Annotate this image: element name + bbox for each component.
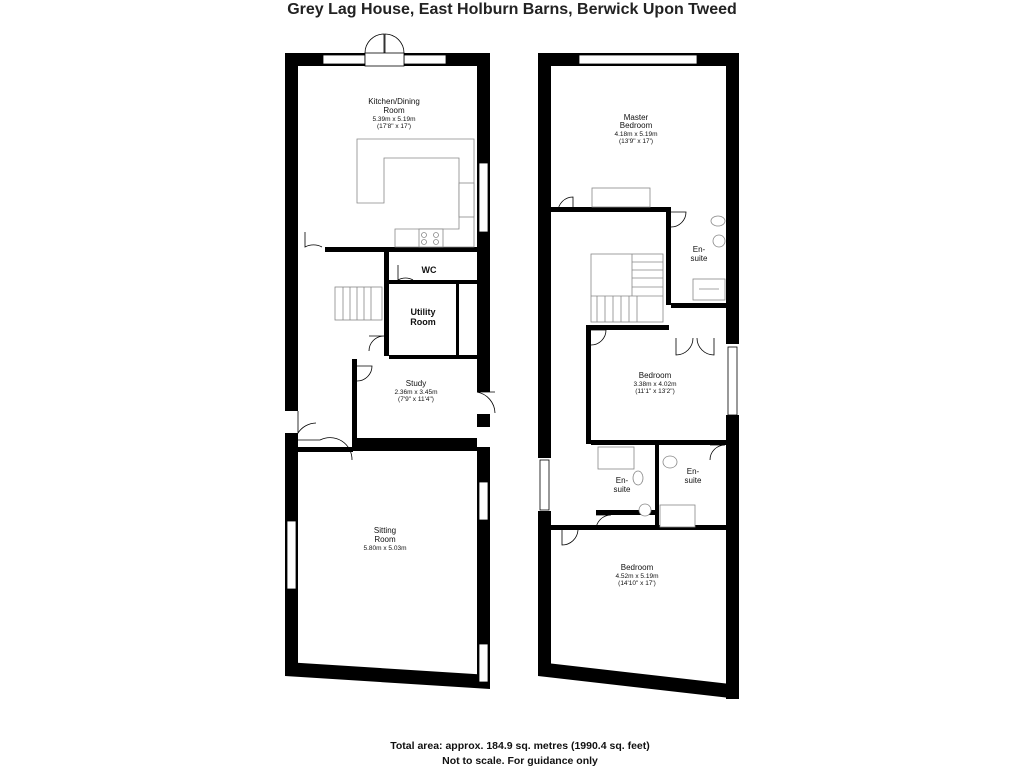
bedroom-bottom-dims-ft: (14'10" x 17') [618, 580, 656, 587]
bedroom-bottom-dims-m: 4.52m x 5.19m [615, 573, 659, 580]
kitchen-units-icon [357, 139, 474, 247]
ground-floor-plan [284, 34, 495, 689]
master-name-line1: Master [623, 113, 649, 122]
page-title: Grey Lag House, East Holburn Barns, Berwick Upon Tweed [287, 1, 737, 18]
master-name-line2: Bedroom [619, 121, 653, 130]
bedroom-mid-dims-ft: (11'1" x 13'2") [635, 388, 675, 395]
ground-staircase-icon [335, 287, 382, 320]
ensuite-right-name-line2: suite [684, 476, 702, 485]
wc-name: WC [421, 265, 437, 275]
scale-disclaimer-text: Not to scale. For guidance only [442, 755, 598, 767]
study-dims-m: 2.36m x 3.45m [394, 389, 438, 396]
first-staircase-icon [591, 254, 663, 322]
study-name: Study [405, 379, 427, 388]
ensuite-top-name-line2: suite [690, 254, 708, 263]
utility-name-line2: Room [410, 317, 436, 327]
kitchen-name-line2: Room [383, 106, 405, 115]
master-dims-ft: (13'9" x 17') [618, 138, 654, 145]
footer-notes [0, 739, 1024, 769]
sitting-name-line2: Room [374, 535, 396, 544]
sitting-dims-m: 5.80m x 5.03m [363, 545, 407, 552]
sitting-name-line1: Sitting [373, 526, 397, 535]
bedroom-bottom-name: Bedroom [620, 563, 654, 572]
kitchen-dims-m: 5.39m x 5.19m [372, 116, 416, 123]
ground-floor-door-swings [284, 232, 495, 460]
ground-floor-internal-walls [298, 247, 477, 452]
kitchen-name-line1: Kitchen/Dining [368, 97, 420, 106]
landing-unit-icon [592, 188, 650, 207]
french-doors-icon [365, 34, 404, 66]
master-dims-m: 4.18m x 5.19m [614, 131, 658, 138]
bedroom-mid-dims-m: 3.38m x 4.02m [633, 381, 677, 388]
ensuite-top-name-line1: En- [692, 245, 706, 254]
kitchen-dims-ft: (17'8" x 17') [376, 123, 412, 130]
ensuite-left-name-line2: suite [613, 485, 631, 494]
total-area-text: Total area: approx. 184.9 sq. metres (1990.4 sq. feet) [390, 740, 650, 752]
study-dims-ft: (7'9" x 11'4") [398, 396, 434, 403]
utility-name-line1: Utility [410, 307, 436, 317]
bedroom-mid-name: Bedroom [638, 371, 672, 380]
ensuite-left-name-line1: En- [615, 476, 629, 485]
ensuite-right-name-line1: En- [686, 467, 700, 476]
